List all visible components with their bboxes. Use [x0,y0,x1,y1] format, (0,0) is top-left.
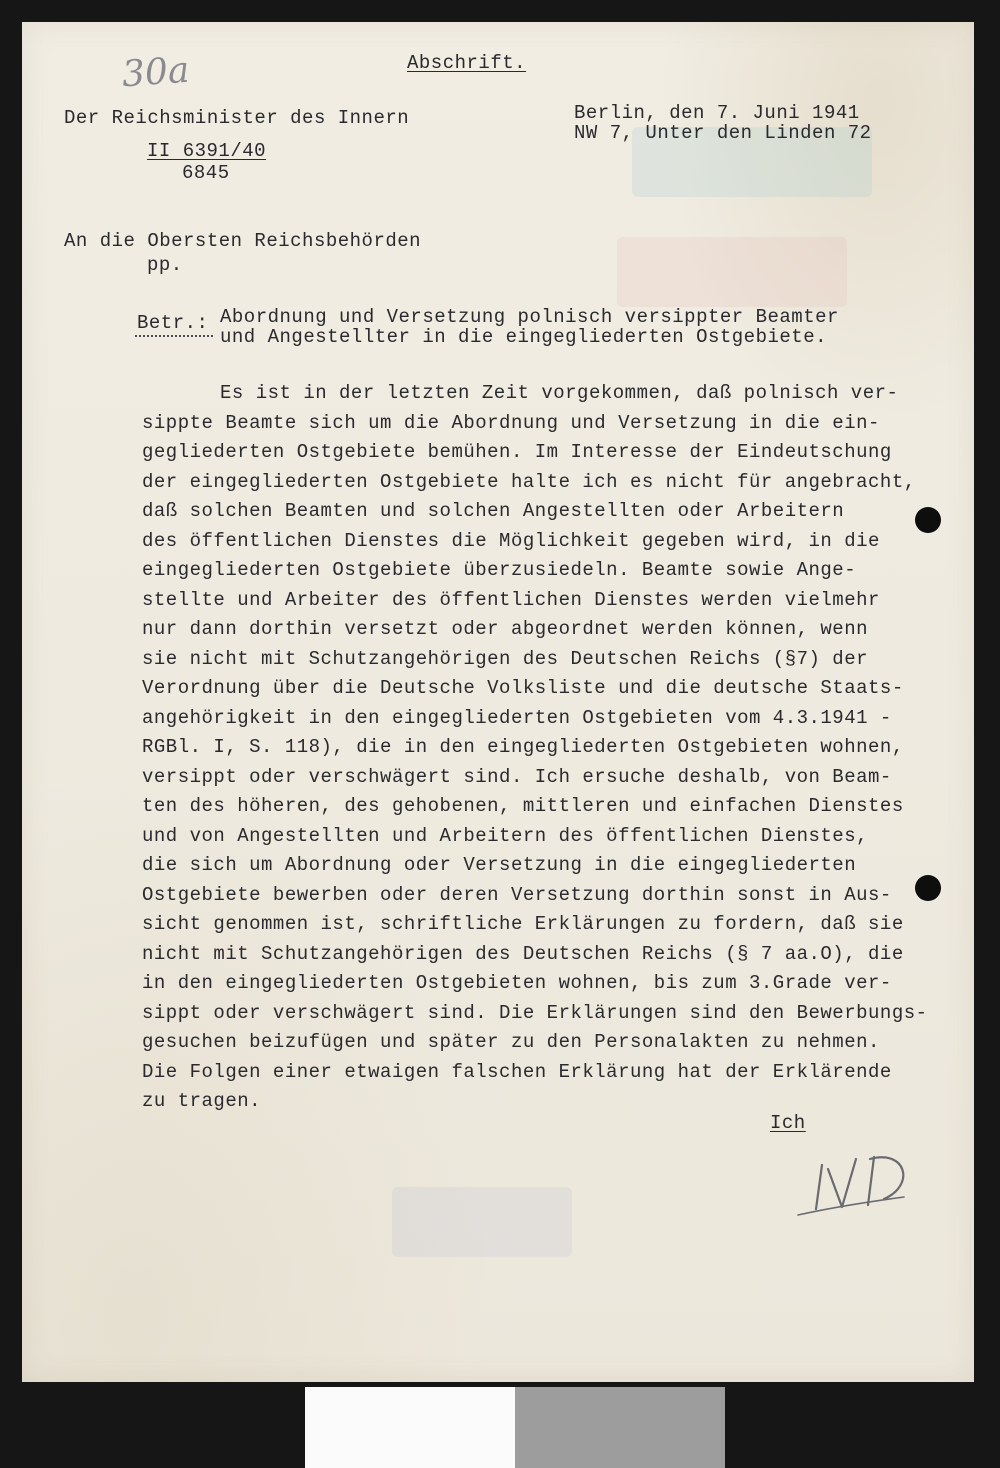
body-line: ten des höheren, des gehobenen, mittleren und einfachen Dienstes [142,795,904,817]
body-line: nur dann dorthin versetzt oder abgeordnet werden können, wenn [142,618,869,640]
pencil-folio-number: 30a [120,49,191,96]
subject-label: Betr.: [137,312,209,334]
address: NW 7, Unter den Linden 72 [574,122,872,144]
body-line: die sich um Abordnung oder Versetzung in die eingegliederten [142,854,857,876]
closing: Ich [770,1112,806,1134]
place-date: Berlin, den 7. Juni 1941 [574,102,860,124]
body-line: gesuchen beizufügen und später zu den Personalakten zu nehmen. [142,1031,880,1053]
faint-stamp-red [617,237,847,307]
document-title: Abschrift. [407,52,527,74]
handwritten-mark-iv-d [794,1147,934,1222]
body-line: sie nicht mit Schutzangehörigen des Deutschen Reichs (§7) der [142,648,869,670]
subject-line-2: und Angestellter in die eingegliederten Ostgebiete. [220,326,827,348]
recipient-suffix: pp. [147,254,183,276]
punch-hole-upper [915,507,941,533]
body-line: und von Angestellten und Arbeitern des öffentlichen Dienstes, [142,825,869,847]
body-line: Verordnung über die Deutsche Volksliste und die deutsche Staats- [142,677,904,699]
body-line: sicht genommen ist, schriftliche Erklärungen zu fordern, daß sie [142,913,904,935]
body-line: Es ist in der letzten Zeit vorgekommen, daß polnisch ver- [220,382,899,404]
punch-hole-lower [915,875,941,901]
body-line: nicht mit Schutzangehörigen des Deutschen Reichs (§ 7 aa.O), die [142,943,904,965]
document-page [22,22,974,1382]
body-line: angehörigkeit in den eingegliederten Ostgebieten vom 4.3.1941 - [142,707,892,729]
reference-sub-number: 6845 [182,162,230,184]
body-line: stellte und Arbeiter des öffentlichen Dienstes werden vielmehr [142,589,880,611]
body-line: des öffentlichen Dienstes die Möglichkeit gegeben wird, in die [142,530,880,552]
scan-white-patch [305,1387,515,1468]
body-line: Ostgebiete bewerben oder deren Versetzung dorthin sonst in Aus- [142,884,892,906]
body-line: der eingegliederten Ostgebiete halte ich es nicht für angebracht, [142,471,916,493]
subject-line-1: Abordnung und Versetzung polnisch versippter Beamter [220,306,839,328]
body-line: eingegliederten Ostgebiete überzusiedeln. Beamte sowie Ange- [142,559,857,581]
scan-gray-patch [515,1387,725,1468]
body-line: daß solchen Beamten und solchen Angestellten oder Arbeitern [142,500,845,522]
body-line: Die Folgen einer etwaigen falschen Erklärung hat der Erklärende [142,1061,892,1083]
body-line: sippt oder verschwägert sind. Die Erklärungen sind den Bewerbungs- [142,1002,928,1024]
faint-stamp-blue [392,1187,572,1257]
sender: Der Reichsminister des Innern [64,107,410,129]
body-line: in den eingegliederten Ostgebieten wohnen, bis zum 3.Grade ver- [142,972,892,994]
body-line: versippt oder verschwägert sind. Ich ersuche deshalb, von Beam- [142,766,892,788]
body-line: RGBl. I, S. 118), die in den eingegliederten Ostgebieten wohnen, [142,736,904,758]
body-line: sippte Beamte sich um die Abordnung und Versetzung in die ein- [142,412,880,434]
reference-number: II 6391/40 [147,140,267,162]
recipient: An die Obersten Reichsbehörden [64,230,422,252]
body-line: gegliederten Ostgebiete bemühen. Im Interesse der Eindeutschung [142,441,892,463]
subject-label-underline [135,335,213,337]
body-line: zu tragen. [142,1090,262,1112]
